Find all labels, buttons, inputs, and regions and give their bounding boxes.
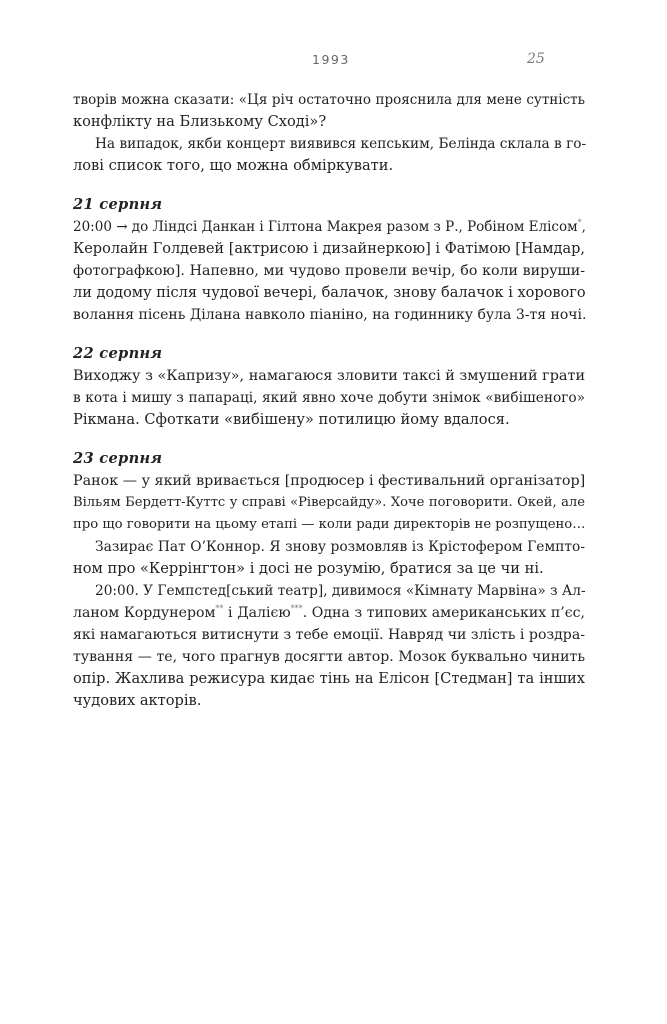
running-head-title: 1993 [312,52,350,67]
entry3-line-7-mid: і Далією [223,605,291,621]
entry-date-3: 23 серпня [73,450,163,467]
page-body [73,89,585,712]
entry3-line-8: які намагаються витиснути з тебе емоції. Навряд чи злість і роздра- [73,627,585,643]
entry3-line-7-tail: . Одна з типових американських п’єс, [302,605,585,621]
entry3-line-3: про що говорити на цьому етапі — коли ради директорів не розпущено… [73,517,586,532]
entry3-line-11: чудових акторів. [73,692,202,709]
entry3-line-10: опір. Жахлива режисура кидає тінь на Елісон [Стедман] та інших [73,670,585,687]
entry3-line-4: Зазирає Пат О’Коннор. Я знову розмовляв із Крістофером Гемпто- [95,539,585,555]
entry2-line-2: в кота і мишу з папараці, який явно хоче добути знімок «вибішеного» [73,390,585,406]
entry1-line-1 [73,216,585,238]
section-gap [73,326,585,343]
intro-line-1: творів можна сказати: «Ця річ остаточно прояснила для мене сутність [73,92,585,108]
intro-line-2: конфлікту на Близькому Сході»? [73,113,327,130]
entry1-line-2: Керолайн Голдевей [актрисою і дизайнеркою] і Фатімою [Намдар, [73,241,585,257]
entry3-line-1: Ранок — у який вривається [продюсер і фестивальний організатор] [73,473,586,489]
intro-line-4: лові список того, що можна обміркувати. [73,157,394,174]
entry3-line-2: Вільям Бердетт-Куттс у справі «Ріверсайду». Хоче поговорити. Окей, але [73,495,585,510]
footnote-marker: ** [215,604,224,613]
entry3-line-6: 20:00. У Гемпстед[ський театр], дивимося «Кімнату Марвіна» з Ал- [95,583,586,599]
page-number: 25 [527,51,545,67]
entry3-line-7 [73,602,585,624]
footnote-marker: *** [290,604,303,613]
intro-line-3: На випадок, якби концерт виявився кепським, Белінда склала в го- [95,136,587,152]
section-gap [73,177,585,194]
entry1-line-4: ли додому після чудової вечері, балачок, знову балачок і хорового [73,285,586,301]
entry-date-1: 21 серпня [73,196,163,213]
entry3-line-5: ном про «Керрінгтон» і досі не розумію, братися за це чи ні. [73,560,544,577]
footnote-marker: * [577,218,582,227]
running-head [0,52,667,72]
entry3-line-7-text: ланом Кордунером [73,605,216,621]
entry2-line-1: Виходжу з «Капризу», намагаюся зловити таксі й змушений грати [73,368,586,384]
entry1-line-1-tail: , [581,219,586,235]
entry1-line-5: волання пісень Ділана навколо піаніно, на годиннику була 3-тя ночі. [73,307,587,323]
section-gap [73,431,585,448]
entry-date-2: 22 серпня [73,345,163,362]
entry1-line-1-text: 20:00 → до Ліндсі Данкан і Гілтона Макрея разом з Р., Робіном Елісом [73,219,578,235]
entry2-line-3: Рікмана. Сфоткати «вибішену» потилицю йому вдалося. [73,411,510,428]
entry1-line-3: фотографкою]. Напевно, ми чудово провели вечір, бо коли вируши- [73,263,585,279]
entry3-line-9: тування — те, чого прагнув досягти автор. Мозок буквально чинить [73,649,585,665]
